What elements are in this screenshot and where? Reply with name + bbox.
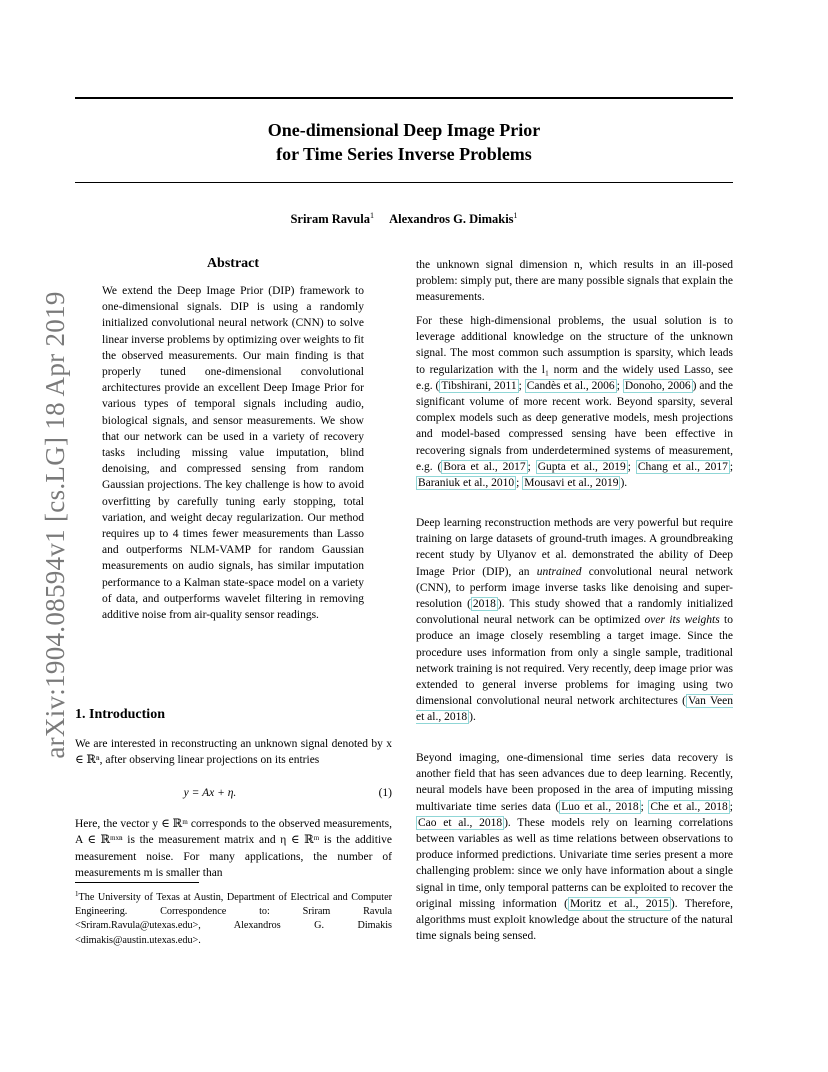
title-line-1: One-dimensional Deep Image Prior — [267, 120, 541, 140]
section-heading-introduction: 1. Introduction — [75, 707, 165, 722]
equation-expression: y = Ax + η. — [183, 787, 237, 799]
citation-link[interactable]: Chang et al., 2017 — [637, 460, 728, 473]
citation-link[interactable]: Candès et al., 2006 — [526, 379, 615, 392]
author-list — [75, 211, 733, 227]
author-name: Sriram Ravula — [290, 212, 370, 226]
title-line-2: for Time Series Inverse Problems — [276, 144, 532, 164]
emphasis: over its weights — [644, 614, 720, 627]
citation-link[interactable]: Che et al., 2018 — [650, 800, 728, 813]
citation-link[interactable]: Luo et al., 2018 — [561, 800, 639, 813]
footnote-rule — [75, 882, 199, 883]
citation-link[interactable]: Cao et al., 2018 — [418, 816, 503, 829]
paper-title — [75, 118, 733, 166]
intro-paragraph: Here, the vector y ∈ ℝᵐ corresponds to the observed measurements, A ∈ ℝᵐˣⁿ is the measurement matrix and η ∈ ℝᵐ is the additive measurement noise. For many applications, the number of measurements m is smaller than — [75, 818, 392, 879]
footnote-mark: 1 — [75, 890, 79, 898]
citation-link[interactable]: Donoho, 2006 — [624, 379, 691, 392]
body-paragraph: For these high-dimensional problems, the usual solution is to leverage additional knowledge on the structure of the unknown signal. The most common such assumption is sparsity, which leads to regularization with the l₁ norm and the widely used Lasso, see e.g. ( Tibshirani, 2011 ; Candès et al., 2006 ; Donoho, 2006 ) and the significant volume of more recent work. Beyond sparsity, several complex models such as deep generative models, mesh projections and model-based compressed sensing have been effective in recovering signals from underdetermined systems of measurement, e.g. ( Bora et al., 2017 ; Gupta et al., 2019 ; Chang et al., 2017 ; Baraniuk et al., 2010 ; Mousavi et al., 2019 ). — [416, 315, 734, 490]
citation-link[interactable]: Bora et al., 2017 — [443, 460, 526, 473]
body-paragraph: the unknown signal dimension n, which results in an ill-posed problem: simply put, there are many possible signals that explain the measurements. — [416, 259, 733, 304]
title-rule-bottom — [75, 182, 733, 183]
intro-paragraph: We are interested in reconstructing an unknown signal denoted by x ∈ ℝⁿ, after observing linear projections on its entries — [75, 738, 392, 767]
citation-link[interactable]: Gupta et al., 2019 — [537, 460, 626, 473]
citation-link[interactable]: Baraniuk et al., 2010 — [418, 477, 515, 490]
affiliation-mark: 1 — [513, 211, 518, 220]
abstract-heading: Abstract — [206, 256, 260, 271]
equation-1 — [75, 787, 392, 805]
footnote-text: The University of Texas at Austin, Department of Electrical and Computer Engineering. Correspondence to: Sriram Ravula <Sriram.Ravula@utexas.edu>, Alexandros G. Dimakis <dimakis@austin.utexas.edu>. — [75, 892, 392, 946]
abstract-body: We extend the Deep Image Prior (DIP) framework to one-dimensional signals. DIP is using a randomly initialized convolutional neural network (CNN) to solve linear inverse problems by optimizing over weights to fit the observed measurements. Our main finding is that properly tuned one-dimensional convolutional architectures provide an excellent Deep Image Prior for various types of temporal signals including audio, biological signals, and sensor measurements. We show that our network can be used in a variety of recovery tasks including missing value imputation, blind denoising, and compressed sensing from random Gaussian projections. The key challenge is how to avoid overfitting by carefully tuning early stopping, total variation, and weight decay regularization. Our method requires up to 4 times fewer measurements than Lasso and outperforms NLM-VAMP for random Gaussian measurements on audio signals, has similar imputation performance to a Kalman state-space model on a variety of data, and outperforms wavelet filtering in removing additive noise from air-quality sensor readings. — [102, 285, 364, 622]
citation-link[interactable]: Mousavi et al., 2019 — [524, 477, 619, 490]
citation-link[interactable]: 2018 — [472, 598, 496, 611]
author-name: Alexandros G. Dimakis — [389, 212, 514, 226]
citation-link[interactable]: Tibshirani, 2011 — [441, 379, 517, 392]
affiliation-mark: 1 — [369, 211, 374, 220]
arxiv-identifier: arXiv:1904.08594v1 [cs.LG] 18 Apr 2019 — [40, 291, 70, 759]
footnote — [75, 887, 392, 948]
equation-number: (1) — [378, 787, 392, 799]
body-paragraph: Deep learning reconstruction methods are very powerful but require training on large datasets of ground-truth images. A groundbreaking recent study by Ulyanov et al. demonstrated the ability of Deep Image Prior (DIP), an untrained convolutional neural network (CNN), to perform image inverse tasks like denoising and super-resolution ( 2018 ). This study showed that a randomly initialized convolutional neural network can be optimized over its weights to produce an image closely resembling a target image. Since the procedure uses information from only a single sample, traditional network training is not required. Very recently, deep image prior was extended to general inverse problems for imaging using two dimensional convolutional neural network architectures ( Van Veen et al., 2018 ). — [416, 517, 734, 724]
citation-link[interactable]: Van Veen et al., 2018 — [416, 695, 733, 724]
citation-link[interactable]: Moritz et al., 2015 — [569, 897, 669, 910]
emphasis: untrained — [536, 565, 582, 578]
body-paragraph: Beyond imaging, one-dimensional time series data recovery is another field that has seen advances due to deep learning. Recently, neural models have been proposed in the area of imputing missing multivariate time series data ( Luo et al., 2018 ; Che et al., 2018 ; Cao et al., 2018 ). These models rely on learning correlations between variables as well as time relations between observations to produce informed predictions. Univariate time series present a more challenging problem: since we only have information about a single signal in time, only temporal patterns can be exploited to recover the original missing information ( Moritz et al., 2015 ). Therefore, algorithms must exploit knowledge about the structure of the natural time signals being sensed. — [416, 752, 733, 943]
title-rule-top — [75, 97, 733, 99]
